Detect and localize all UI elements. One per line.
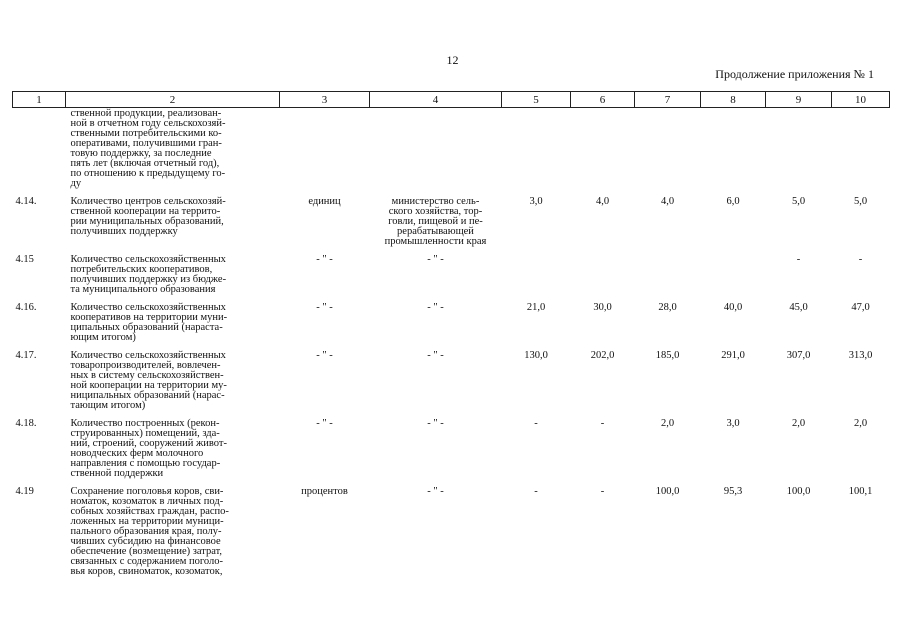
indicator-value: 45,0 [789, 302, 808, 313]
column-header: 4 [370, 92, 502, 108]
indicator-value: 130,0 [524, 350, 548, 361]
indicator-name: Количество сельскохозяйственных кооперативов на территории муни- ципальных образований (нараста- ющим итогом) [70, 302, 228, 343]
column-header: 7 [635, 92, 701, 108]
indicator-value [635, 108, 701, 194]
indicator-value: 4,0 [595, 196, 610, 207]
page-number: 12 [446, 53, 459, 67]
indicator-value: - [796, 254, 801, 265]
table-body [13, 108, 890, 582]
indicator-value: 4,0 [660, 196, 675, 207]
column-header: 8 [701, 92, 766, 108]
table-row [13, 483, 890, 581]
indicator-value: 5,0 [853, 196, 868, 207]
responsible-executor: - " - [427, 486, 444, 497]
table-row [13, 415, 890, 483]
indicator-name: Сохранение поголовья коров, сви- номаток, козоматок в личных под- собных хозяйствах граждан, распо- ложенных на территории муници- пального образования края, полу- чивших субсидию на финансовое обеспечение (возмещение) затрат, связанных с содержанием поголо- вья коров, свиноматок, козоматок, [70, 486, 229, 577]
indicator-value [571, 108, 635, 194]
indicator-name: ственной продукции, реализован- ной в отчетном году сельскохозяй- ственными потребительскими ко- оперативами, получившими гран- товую поддержку, за последние пять лет (включая отчетный год), по отношению к предыдущему го- ду [70, 108, 226, 189]
column-header: 3 [280, 92, 370, 108]
indicator-value: 47,0 [851, 302, 870, 313]
row-number: 4.19 [15, 486, 34, 497]
row-number: 4.14. [15, 196, 37, 207]
indicator-value: 21,0 [526, 302, 546, 313]
column-header: 9 [766, 92, 832, 108]
row-number: 4.15 [15, 254, 34, 265]
unit-of-measure: единиц [308, 196, 341, 207]
indicator-value [571, 251, 635, 299]
responsible-executor [370, 108, 502, 194]
table-row [13, 347, 890, 415]
indicator-value: - [600, 418, 605, 429]
indicator-value: 100,0 [786, 486, 811, 497]
indicator-value: 3,0 [726, 418, 740, 429]
responsible-executor: - " - [427, 302, 444, 313]
unit-of-measure: - " - [316, 302, 333, 313]
unit-of-measure [280, 108, 370, 194]
indicator-name: Количество сельскохозяйственных товаропроизводителей, вовлечен- ных в систему сельскохозяйствен- ной кооперации на территории му- ниципальных образований (нарас- тающим итогом) [70, 350, 227, 411]
indicator-value: 30,0 [593, 302, 612, 313]
table-row [13, 193, 890, 251]
indicator-name: Количество центров сельскохозяй- ственной кооперации на террито- рии муниципальных образований, получивших поддержку [70, 196, 226, 237]
table-row [13, 251, 890, 299]
column-header: 2 [66, 92, 280, 108]
responsible-executor: министерство сель- ского хозяйства, тор- говли, пищевой и пе- рерабатывающей промышленности края [384, 196, 487, 247]
unit-of-measure: процентов [301, 486, 348, 497]
indicator-value [832, 108, 890, 194]
indicator-value [502, 251, 571, 299]
indicator-value [635, 251, 701, 299]
row-number: 4.17. [15, 350, 37, 361]
responsible-executor: - " - [427, 418, 444, 429]
table-row [13, 108, 890, 194]
indicator-value [701, 108, 766, 194]
indicator-value [766, 108, 832, 194]
indicator-value: 95,3 [723, 486, 743, 497]
indicator-value: - [534, 418, 538, 429]
indicators-table [12, 91, 890, 581]
unit-of-measure: - " - [316, 418, 333, 429]
indicator-value: 100,1 [848, 486, 873, 497]
indicator-name: Количество сельскохозяйственных потребительских кооперативов, получивших поддержку из бюдже- та муниципального образования [70, 254, 227, 295]
indicator-name: Количество построенных (рекон- струированных) помещений, зда- ний, строений, сооружений живот- новодческих ферм молочного направления с помощью государ- ственной поддержки [70, 418, 227, 479]
indicator-value: 202,0 [590, 350, 615, 361]
table-row [13, 299, 890, 347]
indicator-value: 313,0 [848, 350, 873, 361]
indicator-value: 2,0 [660, 418, 675, 429]
indicator-value: 2,0 [853, 418, 868, 429]
indicator-value [502, 108, 571, 194]
table-header [13, 92, 890, 108]
indicator-value: 307,0 [786, 350, 811, 361]
responsible-executor: - " - [427, 350, 444, 361]
column-header: 6 [571, 92, 635, 108]
column-header: 10 [832, 92, 890, 108]
indicator-value [701, 251, 766, 299]
column-header: 1 [13, 92, 66, 108]
row-number [13, 108, 66, 194]
indicator-value: 100,0 [655, 486, 680, 497]
indicator-value: 5,0 [791, 196, 806, 207]
indicator-value: 291,0 [721, 350, 745, 361]
column-header: 5 [502, 92, 571, 108]
indicator-value: - [534, 486, 538, 497]
continuation-label: Продолжение приложения № 1 [715, 67, 874, 81]
unit-of-measure: - " - [316, 254, 333, 265]
indicator-value: 28,0 [658, 302, 677, 313]
row-number: 4.18. [15, 418, 37, 429]
indicator-value: - [858, 254, 863, 265]
indicator-value: 2,0 [791, 418, 806, 429]
row-number: 4.16. [15, 302, 37, 313]
indicator-value: 3,0 [529, 196, 543, 207]
header-row [13, 92, 890, 108]
unit-of-measure: - " - [316, 350, 333, 361]
responsible-executor: - " - [427, 254, 444, 265]
indicator-value: - [600, 486, 605, 497]
indicator-value: 185,0 [655, 350, 680, 361]
indicator-value: 40,0 [723, 302, 743, 313]
indicator-value: 6,0 [726, 196, 740, 207]
